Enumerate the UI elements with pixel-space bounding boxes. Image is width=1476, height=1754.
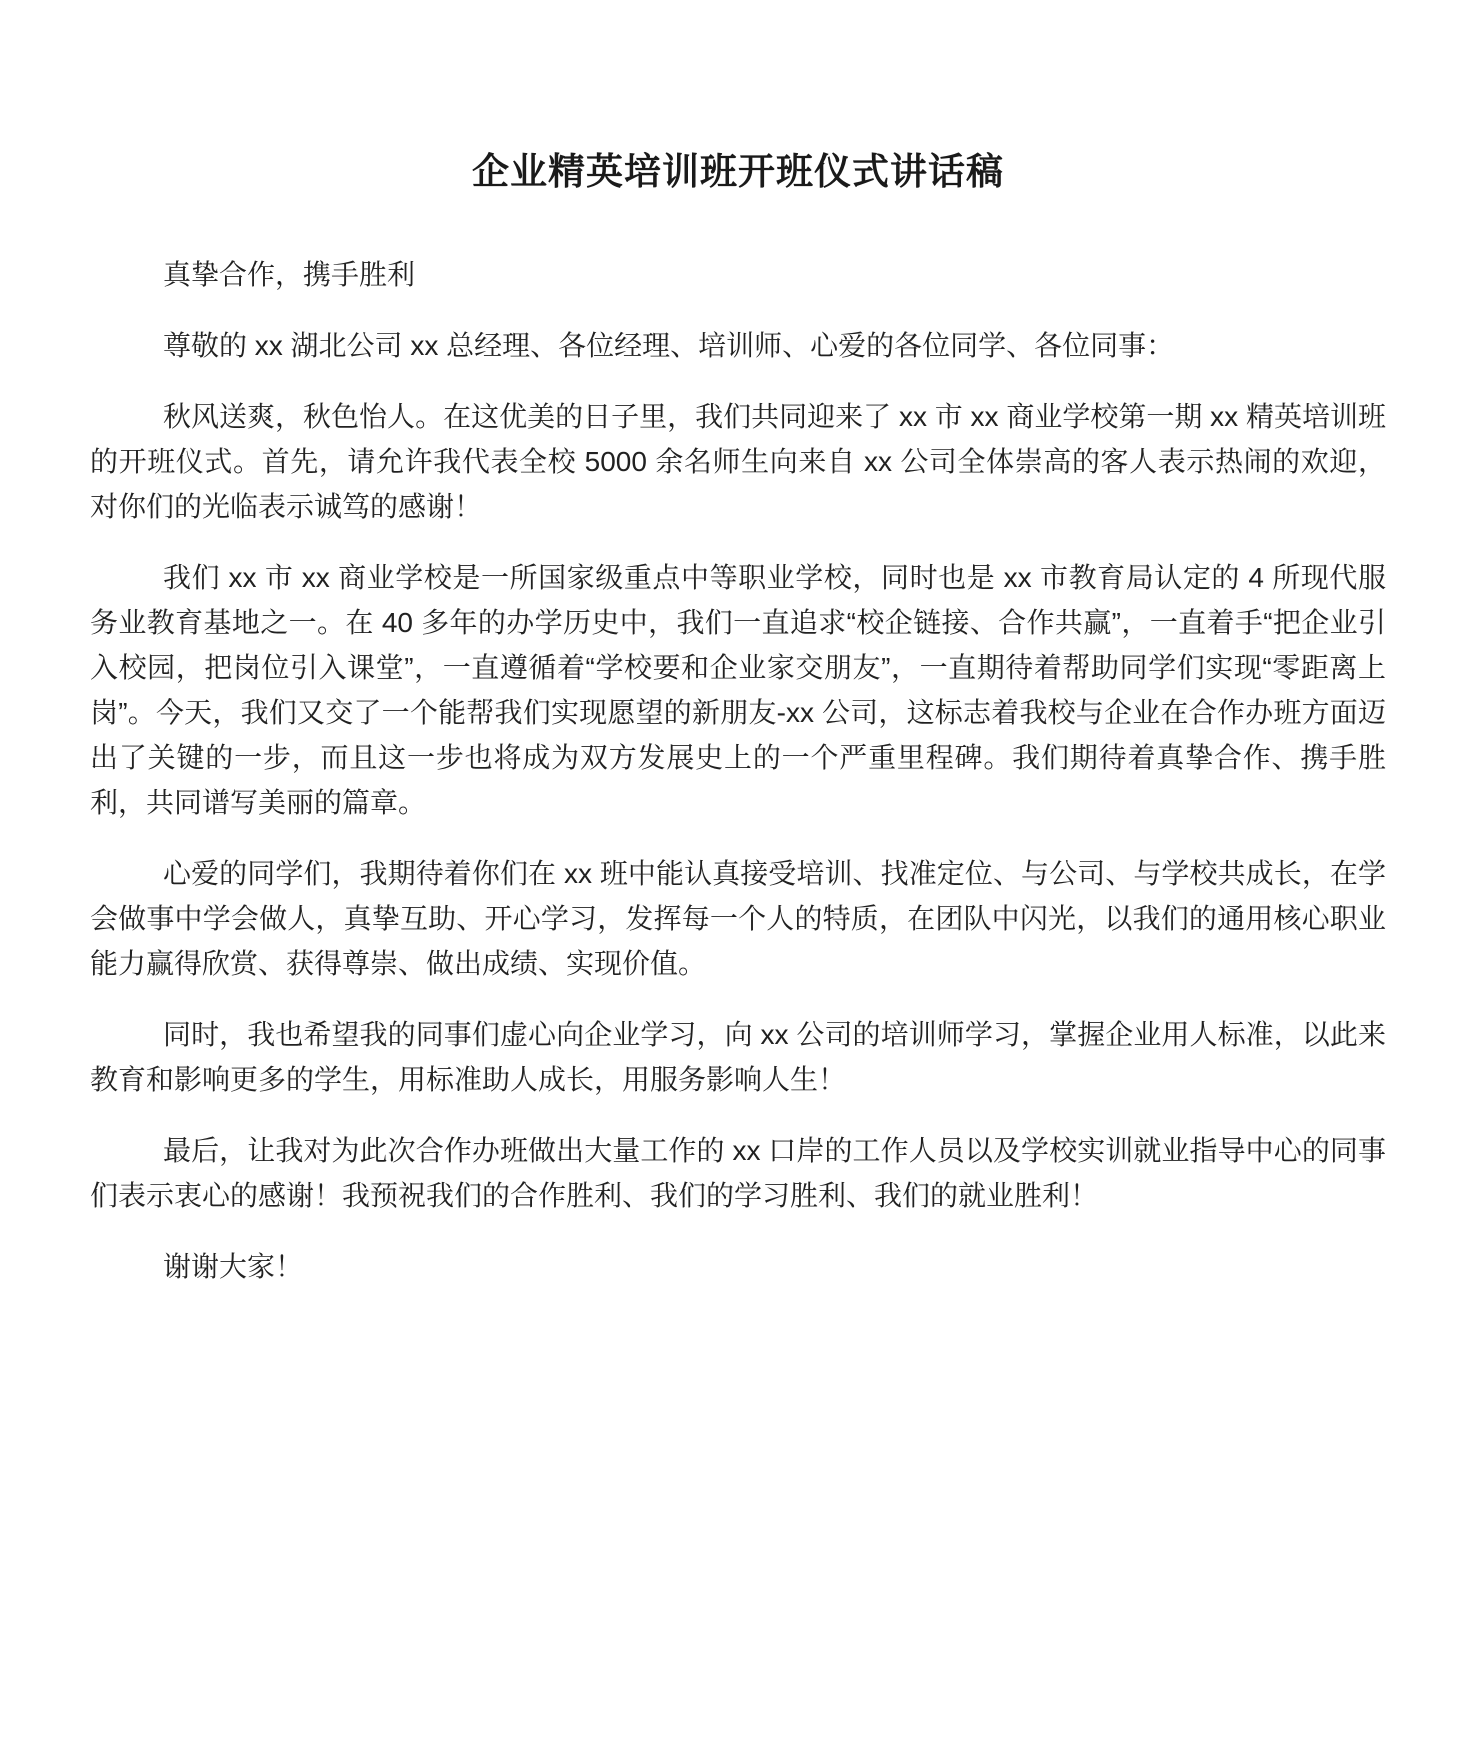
paragraph: 秋风送爽，秋色怡人。在这优美的日子里，我们共同迎来了 xx 市 xx 商业学校第一期 xx 精英培训班的开班仪式。首先，请允许我代表全校 5000 余名师生向来自 xx 公司全体崇高的客人表示热闹的欢迎，对你们的光临表示诚笃的感谢！	[90, 401, 1386, 522]
paragraph: 同时，我也希望我的同事们虚心向企业学习，向 xx 公司的培训师学习，掌握企业用人标准，以此来教育和影响更多的学生，用标准助人成长，用服务影响人生！	[90, 1019, 1386, 1095]
paragraph: 心爱的同学们，我期待着你们在 xx 班中能认真接受培训、找准定位、与公司、与学校共成长，在学会做事中学会做人，真挚互助、开心学习，发挥每一个人的特质，在团队中闪光，以我们的通用核心职业能力赢得欣赏、获得尊崇、做出成绩、实现价值。	[90, 858, 1386, 979]
paragraph: 真挚合作，携手胜利	[163, 259, 416, 290]
paragraph: 最后，让我对为此次合作办班做出大量工作的 xx 口岸的工作人员以及学校实训就业指导中心的同事们表示衷心的感谢！我预祝我们的合作胜利、我们的学习胜利、我们的就业胜利！	[90, 1135, 1386, 1211]
document-title: 企业精英培训班开班仪式讲话稿	[472, 151, 1004, 192]
paragraph: 我们 xx 市 xx 商业学校是一所国家级重点中等职业学校，同时也是 xx 市教育局认定的 4 所现代服务业教育基地之一。在 40 多年的办学历史中，我们一直追求“校企链接、合作共赢”，一直着手“把企业引入校园，把岗位引入课堂”，一直遵循着“学校要和企业家交朋友”，一直期待着帮助同学们实现“零距离上岗”。今天，我们又交了一个能帮我们实现愿望的新朋友-xx 公司，这标志着我校与企业在合作办班方面迈出了关键的一步，而且这一步也将成为双方发展史上的一个严重里程碑。我们期待着真挚合作、携手胜利，共同谱写美丽的篇章。	[90, 562, 1386, 818]
document-body	[90, 252, 1386, 1289]
paragraph: 谢谢大家！	[163, 1251, 304, 1282]
paragraph: 尊敬的 xx 湖北公司 xx 总经理、各位经理、培训师、心爱的各位同学、各位同事：	[163, 330, 1175, 361]
